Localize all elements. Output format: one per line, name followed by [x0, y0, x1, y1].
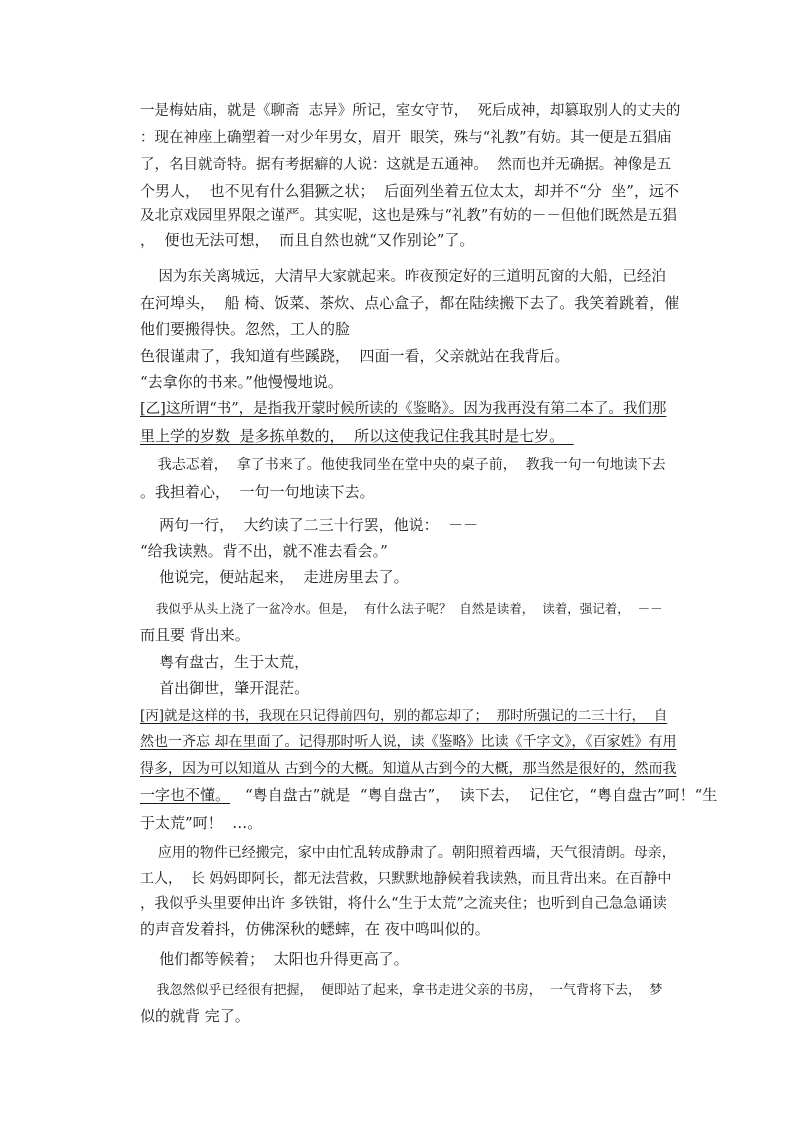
text-line: “粤自盘古”就是 “粤自盘古”， 读下去， 记住它，“粤自盘古”呵！“生 [245, 786, 718, 804]
underlined-passage-bing: [丙]就是这样的书，我现在只记得前四句，别的都忘却了； 那时所强记的二三十行， 自 [140, 708, 668, 724]
text-line: 他们要搬得快。忽然，工人的脸 [140, 320, 351, 338]
text-line: 粤有盘古，生于太荒， [140, 653, 310, 671]
text-line: 了，名目就奇特。据有考据癖的人说：这就是五通神。 然而也并无确据。神像是五 [140, 157, 672, 173]
text-line: 我忐忑着， 拿了书来了。他使我同坐在堂中央的桌子前， 教我一句一句地读下去 [140, 457, 666, 473]
text-line: 似的就背 完了。 [140, 1007, 250, 1025]
text-line: 个男人， 也不见有什么猖獗之状； 后面列坐着五位太太，却并不“分 坐”，远不 [140, 182, 679, 200]
text-line: 因为东关离城远，大清早大家就起来。昨夜预定好的三道明瓦窗的大船，已经泊 [140, 269, 666, 285]
text-line: 的声音发着抖，仿佛深秋的蟋蟀，在 夜中鸣叫似的。 [140, 920, 490, 938]
underlined-passage-yi: 里上学的岁数 是多拣单数的， 所以这使我记住我其时是七岁。 [140, 427, 574, 445]
text-line: 及北京戏园里界限之谨严。其实呢，这也是殊与“礼教”有妨的－－但他们既然是五猖 [140, 208, 677, 224]
text-line: 我忽然似乎已经很有把握， 便即站了起来，拿书走进父亲的书房， 一气背将下去， 梦 [140, 983, 663, 998]
underlined-passage-bing: 然也一齐忘 却在里面了。记得那时听人说，读《鉴略》比读《千字文》，《百家姓》有用 [140, 734, 677, 750]
text-line: 于太荒”呵！ …。 [140, 814, 263, 832]
text-line: 在河埠头， 船 椅、饭菜、茶炊、点心盒子，都在陆续搬下去了。我笑着跳着，催 [140, 294, 680, 312]
text-line: “给我读熟。背不出，就不准去看会。” [140, 542, 388, 560]
text-line: 工人， 长 妈妈即阿长，都无法营救，只默默地静候着我读熟，而且背出来。在百静中 [140, 871, 672, 887]
text-line: ，我似乎头里要伸出许 多铁钳，将什么“生于太荒”之流夹住；也听到自己急急诵读 [140, 896, 667, 912]
underlined-passage-bing: 一字也不懂。 [140, 786, 231, 804]
text-line: ：现在神座上确塑着一对少年男女，眉开 眼笑，殊与“礼教”有妨。其一便是五猖庙 [140, 130, 672, 146]
text-line: 。我担着心， 一句一句地读下去。 [140, 483, 375, 501]
text-line: 一是梅姑庙，就是《聊斋 志异》所记，室女守节， 死后成神，却篡取别人的丈夫的 [140, 103, 681, 119]
text-line: 他们都等候着； 太阳也升得更高了。 [140, 950, 409, 968]
text-line: 他说完，便站起来， 走进房里去了。 [140, 568, 409, 586]
text-line: ， 便也无法可想， 而且自然也就“又作别论”了。 [140, 231, 475, 249]
underlined-passage-bing: 得多，因为可以知道从 古到今的大概。知道从古到今的大概，那当然是很好的，然而我 [140, 761, 677, 777]
text-line: 我似乎从头上浇了一盆冷水。但是， 有什么法子呢？ 自然是读着， 读着，强记着， －－ [140, 601, 663, 616]
text-line: “去拿你的书来。”他慢慢地说。 [140, 373, 343, 391]
text-line: 两句一行， 大约读了二三十行罢，他说： －－ [140, 516, 479, 534]
text-line: 应用的物件已经搬完，家中由忙乱转成静肃了。朝阳照着西墙，天气很清朗。母亲， [140, 845, 676, 861]
text-line: 色很谨肃了，我知道有些蹊跷， 四面一看，父亲就站在我背后。 [140, 347, 570, 365]
text-line: 首出御世，肇开混茫。 [140, 679, 310, 697]
text-line: 而且要 背出来。 [140, 626, 250, 644]
underlined-passage-yi: [乙]这所谓“书”，是指我开蒙时候所读的《鉴略》。因为我再没有第二本了。我们那 [140, 401, 667, 417]
